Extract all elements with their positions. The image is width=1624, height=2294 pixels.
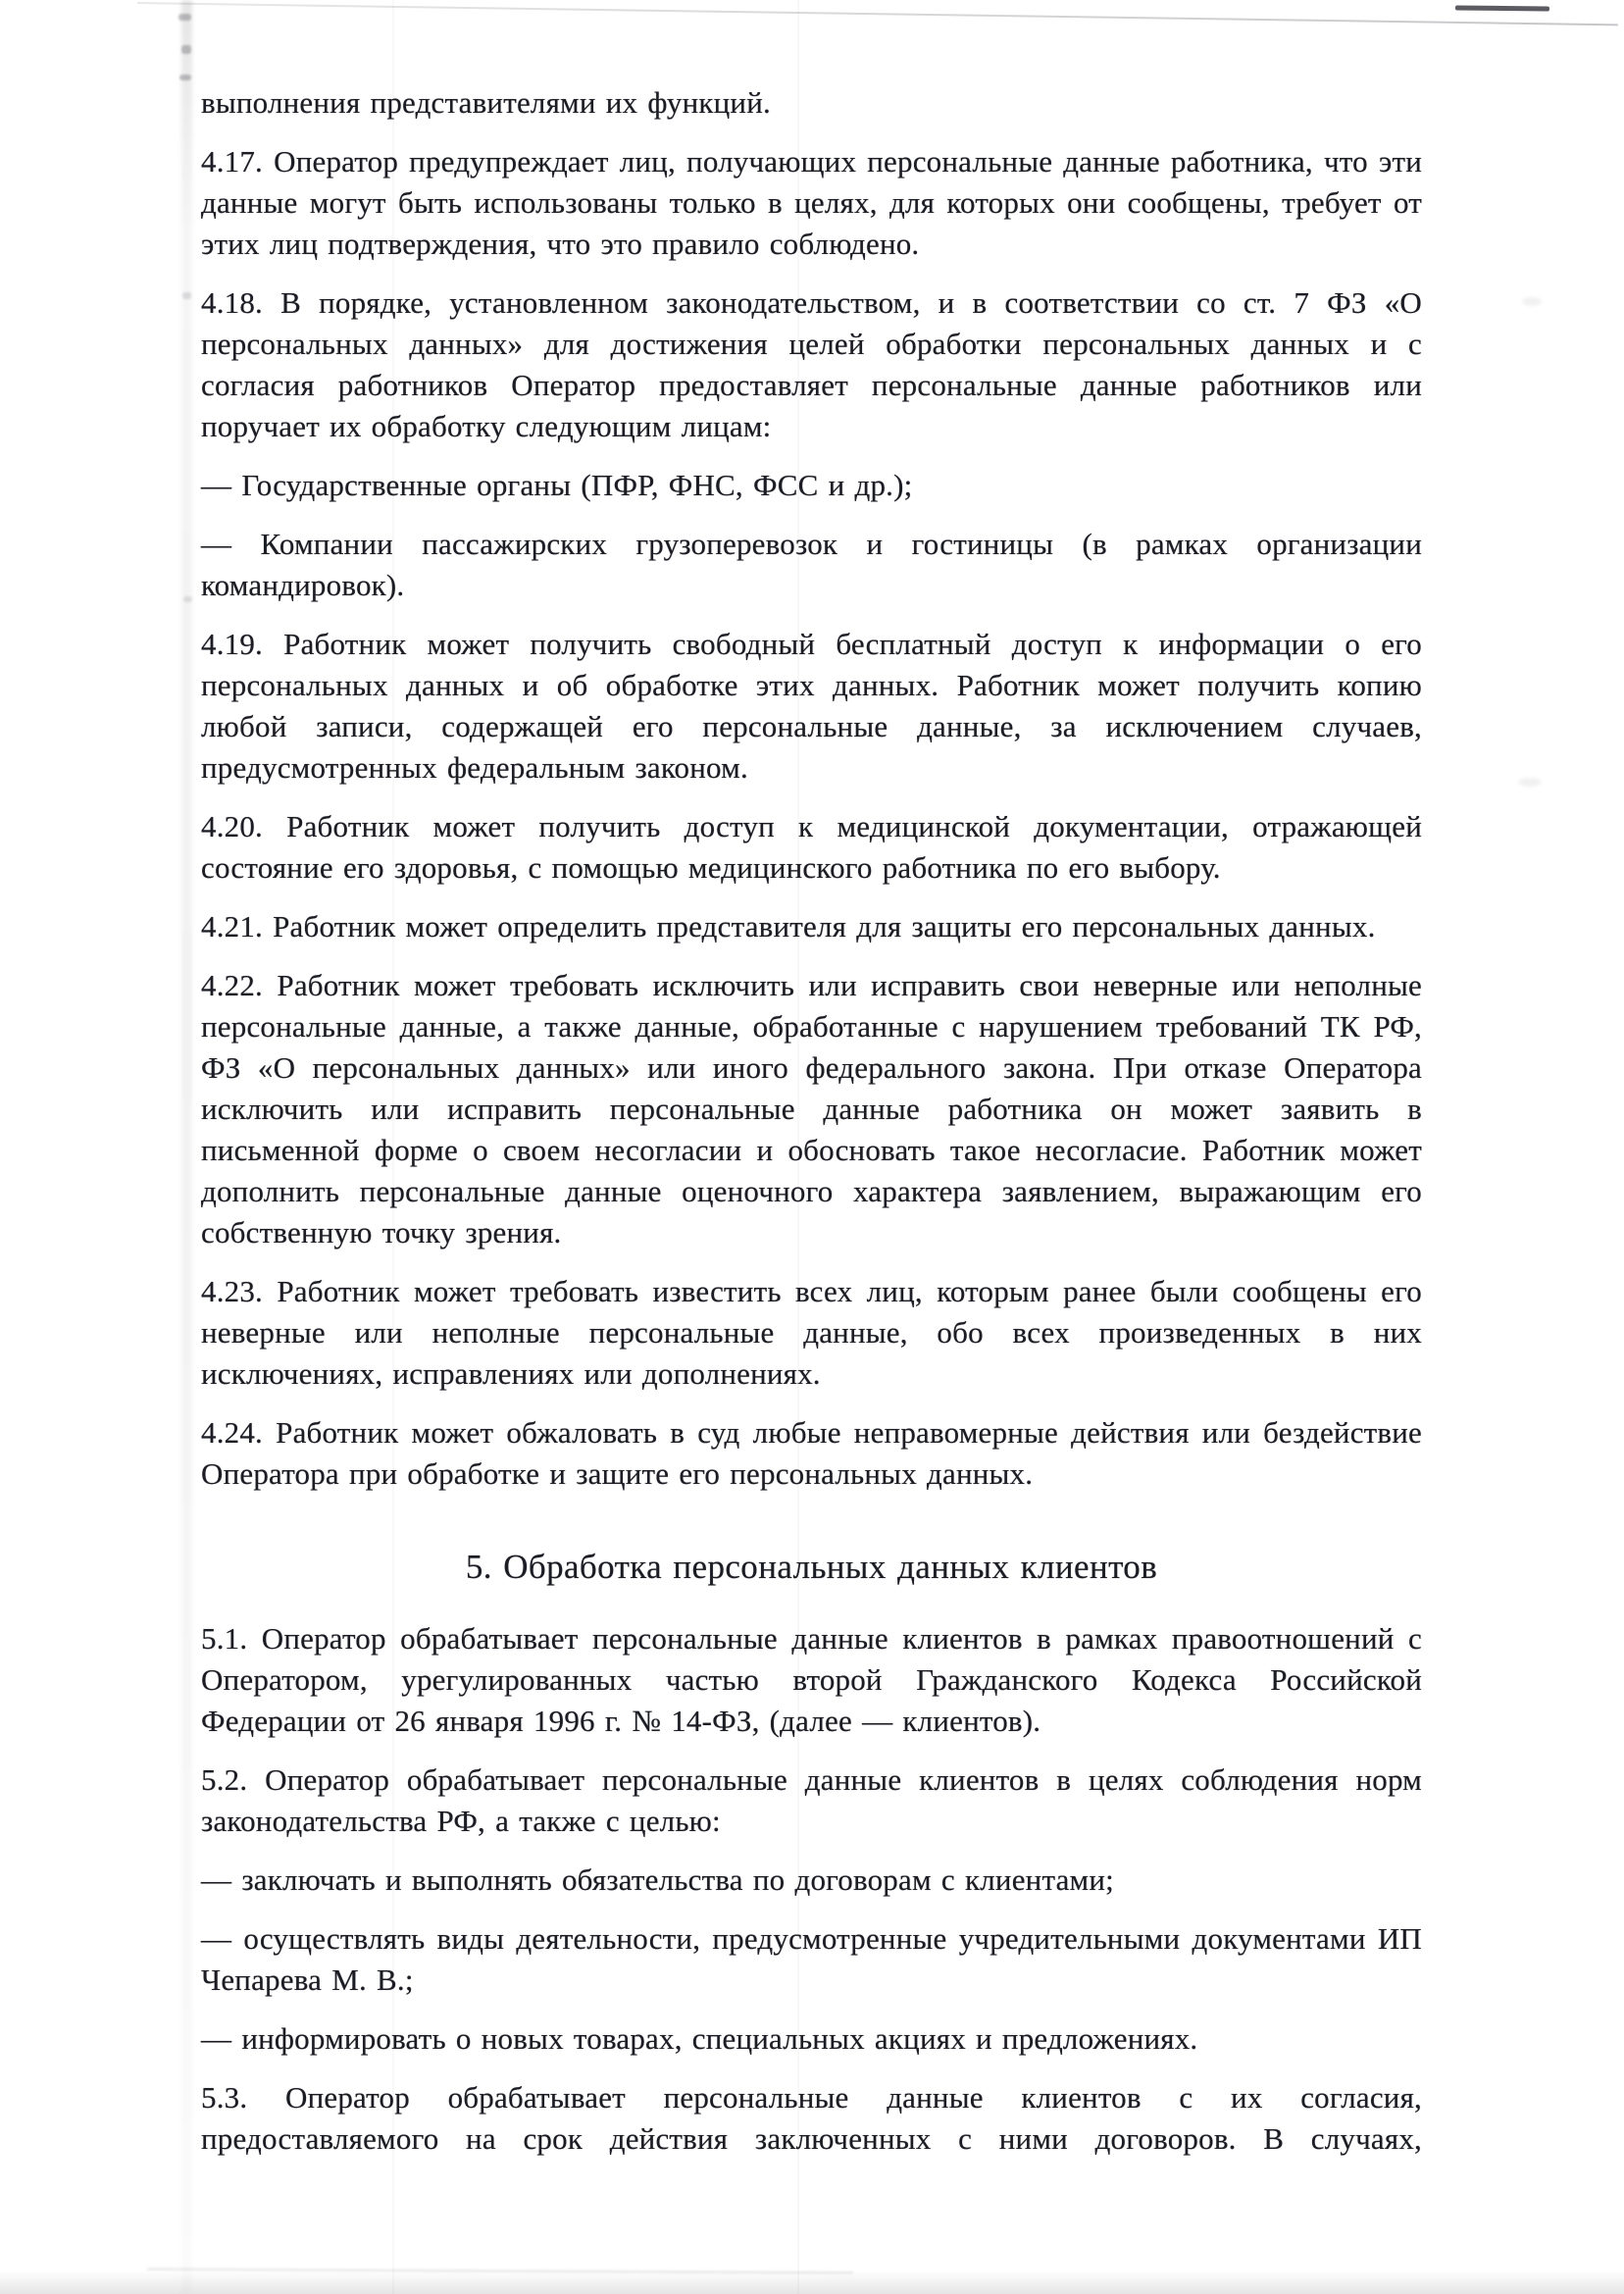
scan-artifact-top-dark-streak bbox=[1455, 5, 1549, 11]
paragraph-4-17: 4.17. Оператор предупреждает лиц, получающих персональные данные работника, что эти данные могут быть использованы только в целях, для которых они сообщены, требует от этих лиц подтверждения, что это правило соблюдено. bbox=[201, 144, 1422, 261]
document-text-block bbox=[201, 82, 1422, 2177]
scan-artifact-left-shadow bbox=[181, 0, 192, 2294]
scan-artifact-smudge bbox=[178, 14, 191, 21]
scan-artifact-smudge bbox=[179, 75, 191, 80]
paragraph-4-18: 4.18. В порядке, установленном законодательством, и в соответствии со ст. 7 ФЗ «О персональных данных» для достижения целей обработки персональных данных и с согласия работников Оператор предоставляет персональные данные работников или поручает их обработку следующим лицам: bbox=[201, 285, 1422, 443]
scan-artifact-bottom-line bbox=[147, 2268, 853, 2274]
list-item-activities: — осуществлять виды деятельности, предусмотренные учредительными документами ИП Чепарева М. В.; bbox=[201, 1921, 1422, 1997]
list-item-inform: — информировать о новых товарах, специальных акциях и предложениях. bbox=[201, 2021, 1198, 2056]
scan-artifact-smudge bbox=[182, 292, 191, 299]
paragraph-4-19: 4.19. Работник может получить свободный бесплатный доступ к информации о его персональных данных и об обработке этих данных. Работник может получить копию любой записи, содержащей его персональные данные, за исключением случаев, предусмотренных федеральным законом. bbox=[201, 627, 1422, 785]
paragraph-4-22: 4.22. Работник может требовать исключить или исправить свои неверные или неполные персональные данные, а также данные, обработанные с нарушением требований ТК РФ, ФЗ «О персональных данных» или иного федерального закона. При отказе Оператора исключить или исправить персональные данные работника он может заявить в письменной форме о своем несогласии и обосновать такое несогласие. Работник может дополнить персональные данные оценочного характера заявлением, выражающим его собственную точку зрения. bbox=[201, 968, 1422, 1249]
paragraph-4-23: 4.23. Работник может требовать известить всех лиц, которым ранее были сообщены его неверные или неполные персональные данные, обо всех произведенных в них исключениях, исправлениях или дополнениях. bbox=[201, 1274, 1422, 1391]
paragraph-5-3: 5.3. Оператор обрабатывает персональные данные клиентов с их согласия, предоставляемого на срок действия заключенных с ними договоров. В случаях, bbox=[201, 2080, 1422, 2156]
scan-artifact-smudge bbox=[183, 596, 192, 602]
scan-artifact-speck bbox=[1522, 297, 1542, 306]
paragraph-5-2: 5.2. Оператор обрабатывает персональные данные клиентов в целях соблюдения норм законодательства РФ, а также с целью: bbox=[201, 1762, 1422, 1838]
paragraph-4-24: 4.24. Работник может обжаловать в суд любые неправомерные действия или бездействие Оператора при обработке и защите его персональных данных. bbox=[201, 1415, 1422, 1491]
paragraph-continuation: выполнения представителями их функций. bbox=[201, 85, 771, 120]
list-item-contracts: — заключать и выполнять обязательства по договорам с клиентами; bbox=[201, 1862, 1114, 1897]
paragraph-4-20: 4.20. Работник может получить доступ к медицинской документации, отражающей состояние его здоровья, с помощью медицинского работника по его выбору. bbox=[201, 809, 1422, 885]
scan-artifact-speck bbox=[1518, 778, 1542, 787]
section-heading-5: 5. Обработка персональных данных клиентов bbox=[465, 1548, 1158, 1586]
scan-artifact-bottom-shadow bbox=[0, 2270, 1624, 2294]
list-item-state-bodies: — Государственные органы (ПФР, ФНС, ФСС и др.); bbox=[201, 468, 913, 502]
paragraph-5-1: 5.1. Оператор обрабатывает персональные данные клиентов в рамках правоотношений с Оператором, урегулированных частью второй Гражданского Кодекса Российской Федерации от 26 января 1996 г. № 14-ФЗ, (далее — клиентов). bbox=[201, 1621, 1422, 1738]
list-item-transport-companies: — Компании пассажирских грузоперевозок и гостиницы (в рамках организации командировок). bbox=[201, 527, 1422, 602]
paragraph-4-21: 4.21. Работник может определить представителя для защиты его персональных данных. bbox=[201, 909, 1376, 943]
scan-artifact-smudge bbox=[181, 45, 191, 54]
scan-artifact-top-line bbox=[137, 2, 1618, 25]
